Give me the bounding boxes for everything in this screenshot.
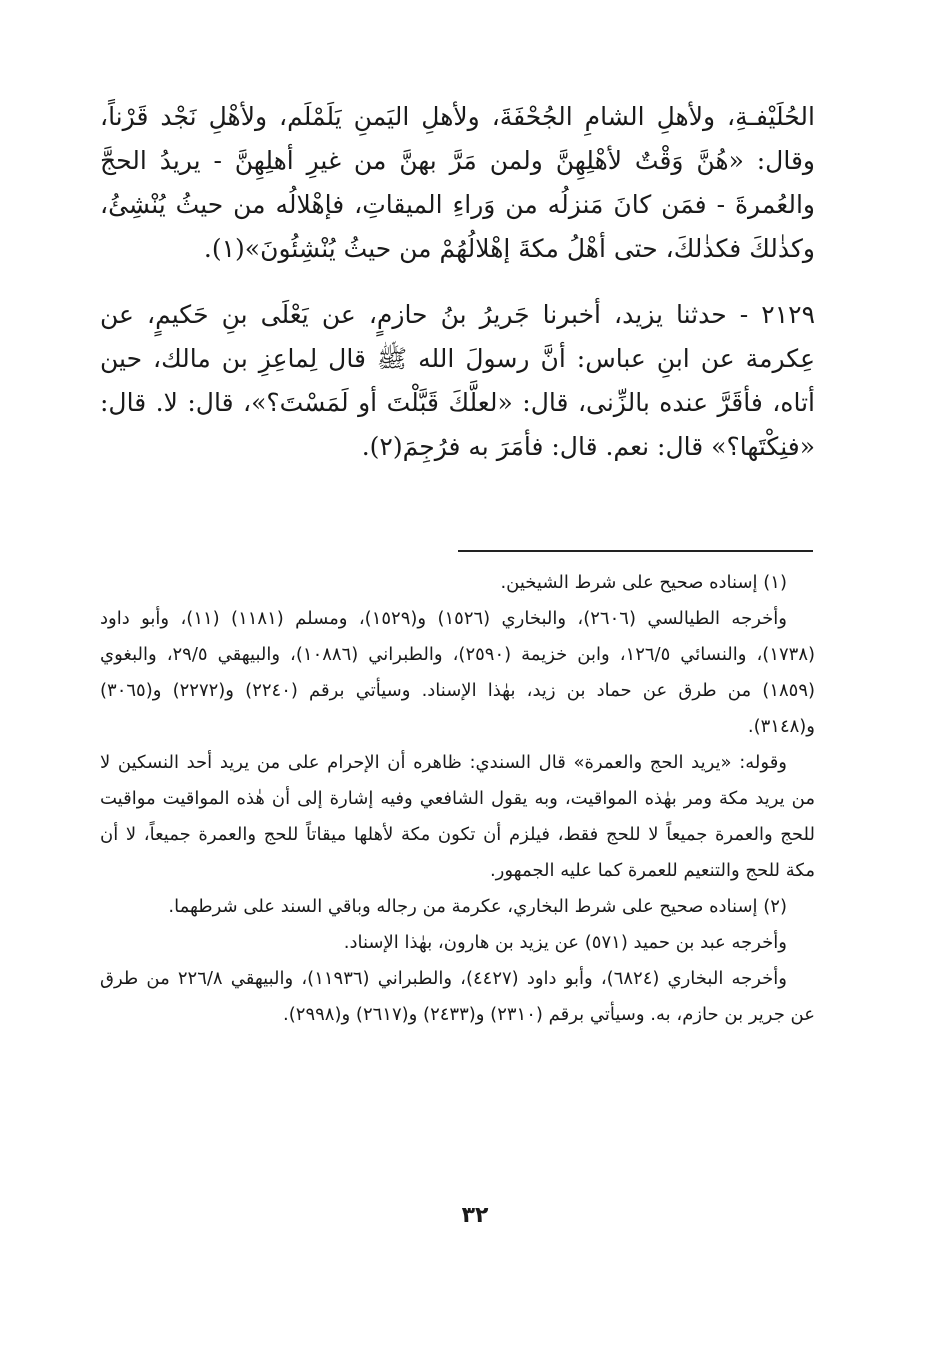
- footnote-1-takhrij: وأخرجه الطيالسي (٢٦٠٦)، والبخاري (١٥٢٦) و(١٥٢٩)، ومسلم (١١٨١) (١١)، وأبو داود (١٧٣٨)، والنسائي ١٢٦/٥، وابن خزيمة (٢٥٩٠)، والطبراني (١٠٨٨٦)، والبيهقي ٢٩/٥، والبغوي (١٨٥٩) من طرق عن حماد بن زيد، بهٰذا الإسناد. وسيأتي برقم (٢٢٤٠) و(٢٢٧٢) و(٣٠٦٥) و(٣١٤٨).: [100, 608, 816, 737]
- footnote-1-comment: وقوله: «يريد الحج والعمرة» قال السندي: ظاهره أن الإحرام على من يريد أحد النسكين لا من يريد مكة ومر بهٰذه المواقيت، وبه يقول الشافعي وفيه إشارة إلى أن هٰذه المواقيت مواقيت للحج والعمرة جميعاً لا للحج فقط، فيلزم أن تكون مكة لأهلها ميقاتاً للحج والعمرة جميعاً، لا أن مكة للحج والتنعيم للعمرة كما عليه الجمهور.: [100, 752, 815, 881]
- main-text: [100, 95, 815, 469]
- footnote-1-title: (١) إسناده صحيح على شرط الشيخين.: [500, 572, 787, 593]
- hadith-continuation-paragraph: الحُلَيْفـةِ، ولأهلِ الشامِ الجُحْفَةَ، ولأهلِ اليَمنِ يَلَمْلَم، ولأهْلِ نَجْد قَرْناً، وقال: «هُنَّ وَقْتٌ لأهْلِهِنَّ ولمن مَرَّ بهنَّ من غيرِ أهلِهِنَّ - يريدُ الحجَّ والعُمرةَ - فمَن كانَ مَنزلُه من وَراءِ الميقاتِ، فإهْلالُه من حيثُ يُنْشِئُ، وكذٰلكَ فكذٰلكَ، حتى أهْلُ مكةَ إهْلالُهُمْ من حيثُ يُنْشِئُونَ»(١).: [100, 102, 815, 263]
- hadith-2129-paragraph: ٢١٢٩ - حدثنا يزيد، أخبرنا جَريرُ بنُ حازمٍ، عن يَعْلَى بنِ حَكيمٍ، عن عِكرمة عن ابنِ عباس: أنَّ رسولَ الله ﷺ قال لِماعِزِ بن مالك، حين أتاه، فأقَرَّ عنده بالزِّنى، قال: «لعلَّكَ قَبَّلْتَ أو لَمَسْتَ؟»، قال: لا. قال: «فنِكْتَها؟» قال: نعم. قال: فأمَرَ به فرُجِمَ(٢).: [100, 300, 815, 461]
- footnote-divider: [458, 550, 813, 552]
- footnote-2-takhrij-2: وأخرجه البخاري (٦٨٢٤)، وأبو داود (٤٤٢٧)، والطبراني (١١٩٣٦)، والبيهقي ٢٢٦/٨ من طرق عن جرير بن حازم، به. وسيأتي برقم (٢٣١٠) و(٢٤٣٣) و(٢٦١٧) و(٢٩٩٨).: [100, 968, 815, 1025]
- footnote-2-title: (٢) إسناده صحيح على شرط البخاري، عكرمة من رجاله وباقي السند على شرطهما.: [168, 896, 787, 917]
- footnotes: [100, 565, 815, 1033]
- footnote-2-takhrij-1: وأخرجه عبد بن حميد (٥٧١) عن يزيد بن هارون، بهٰذا الإسناد.: [343, 932, 787, 953]
- page-number: ٣٢: [461, 1203, 489, 1228]
